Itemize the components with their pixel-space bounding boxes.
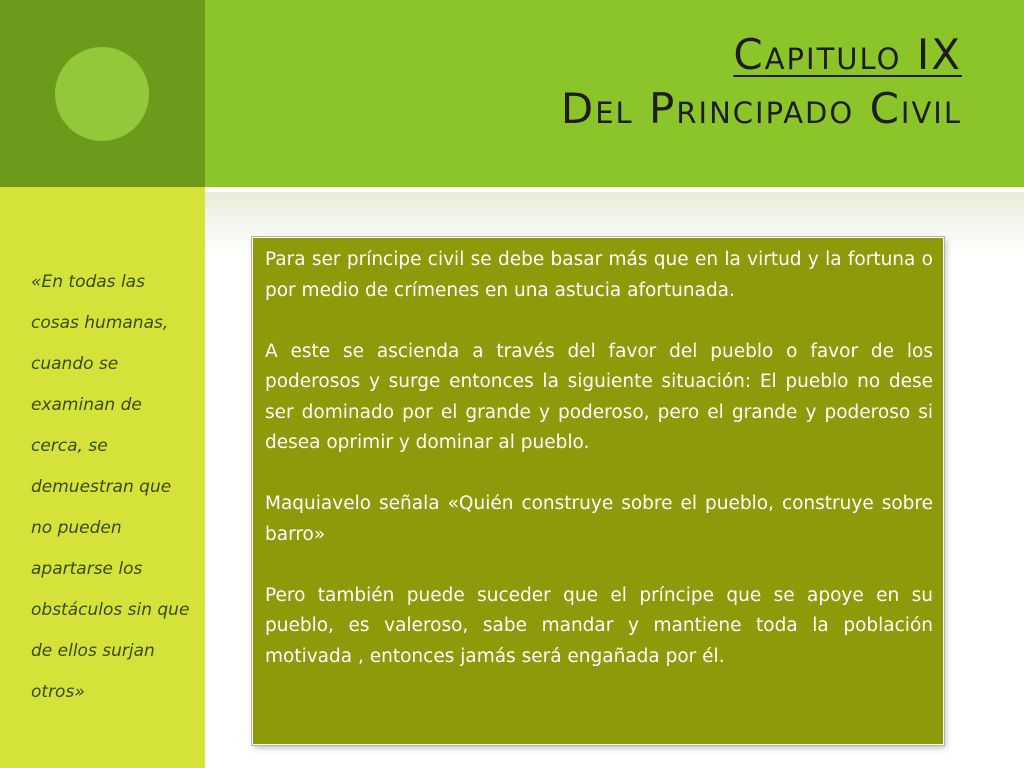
slide-title-line-2: Del Principado Civil [560,84,962,133]
paragraph-1: Para ser príncipe civil se debe basar más que en la virtud y la fortuna o por medio de crímenes en una astucia afortunada. [265,249,933,301]
content-box [252,237,944,745]
paragraph-2: A este se ascienda a través del favor del pueblo o favor de los poderosos y surge entonces la siguiente situación: El pueblo no dese ser dominado por el grande y poderoso, pero el grande y poderoso si desea oprimir y dominar al pueblo. [265,340,933,453]
circle-ornament [55,47,149,141]
paragraph-4: Pero también puede suceder que el príncipe que se apoye en su pueblo, es valeroso, sabe mandar y mantiene toda la población motivada , entonces jamás será engañada por él. [265,584,933,667]
slide-title [561,28,962,136]
corner-block [0,0,205,187]
paragraph-gap [265,459,933,490]
side-quote: «En todas las cosas humanas, cuando se examinan de cerca, se demuestran que no pueden apartarse los obstáculos sin que de ellos surjan otros» [31,272,190,702]
paragraph-gap [265,550,933,581]
paragraph-gap [265,306,933,337]
slide-title-line-1: Capitulo IX [733,30,962,79]
paragraph-3: Maquiavelo señala «Quién construye sobre el pueblo, construye sobre barro» [265,493,933,545]
